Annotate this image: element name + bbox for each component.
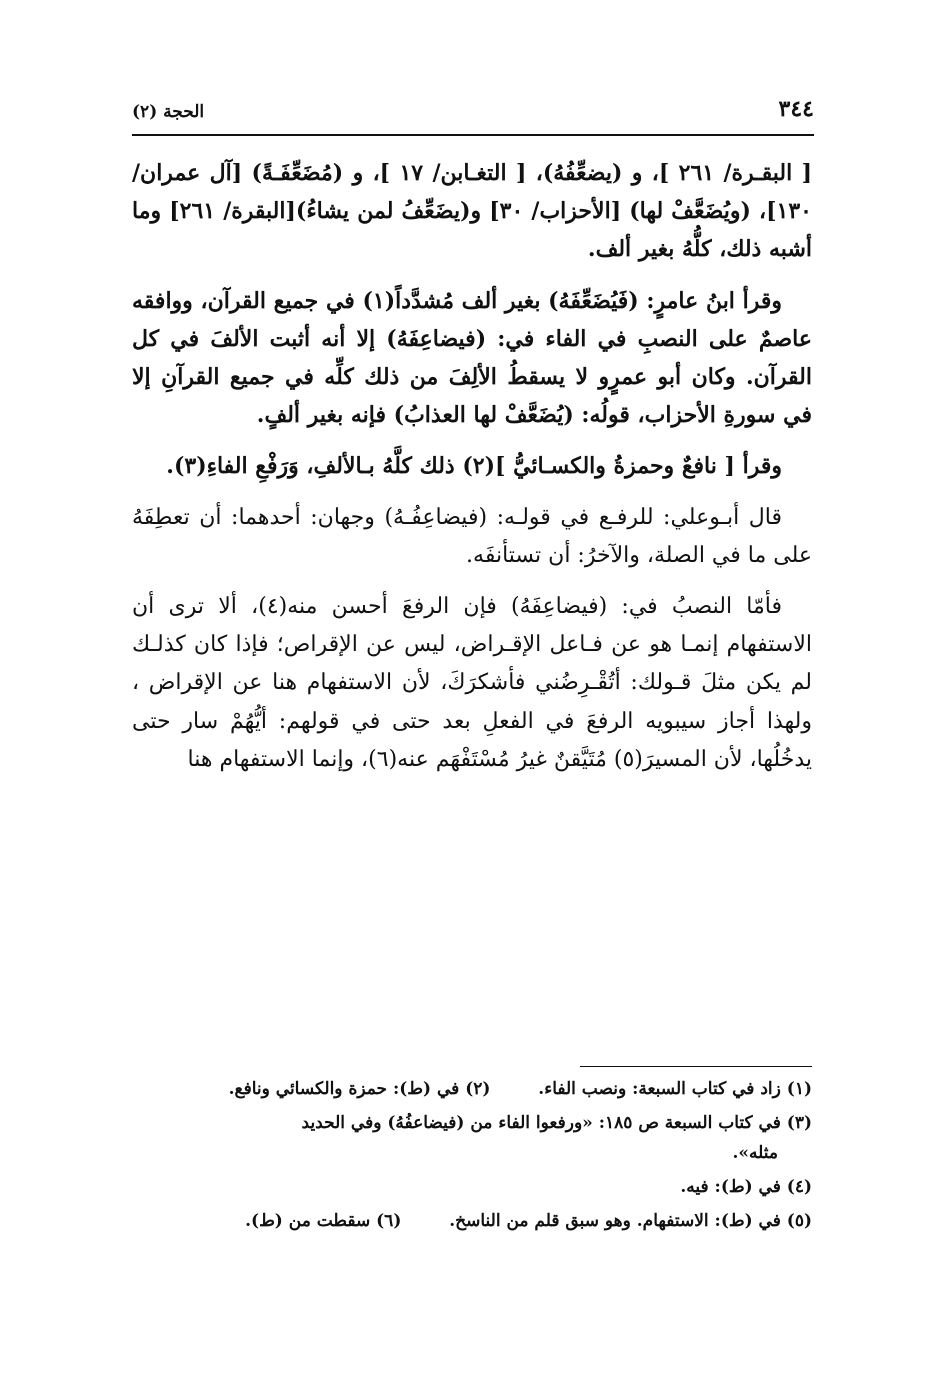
footnote-3-line-2: مثله». (732, 1143, 778, 1163)
header-rule (132, 134, 814, 136)
footnote-rule (580, 1066, 812, 1067)
footnote-2: (٢) في (ط): حمزة والكسائي ونافع. (228, 1079, 491, 1099)
footnote-3-line-1: (٣) في كتاب السبعة ص ١٨٥: «ورفعوا الفاء من (فيضاعفُهُ) وفي الحديد (301, 1113, 812, 1133)
footnote-6: (٦) سقطت من (ط). (245, 1211, 402, 1231)
paragraph-3: وقرأ [ نافعٌ وحمزةُ والكسـائيُّ ](٢) ذلك كلَّهُ بـالألفِ، وَرَفْعِ الفاءِ(٣). (166, 453, 782, 480)
paragraph-4: قال أبـوعلي: للرفـع في قولـه: (فيضاعِفُـهُ) وجهان: أحدهما: أن تعطِفَهُ على ما في الصلة، والآخرُ: أن تستأنفَه. (132, 504, 812, 568)
footnote-row-4 (132, 1172, 812, 1202)
paragraph-5: فأمّا النصبُ في: (فيضاعِفَهُ) فإن الرفعَ أحسن منه(٤)، ألا ترى أن الاستفهام إنمـا هو عن فـاعل الإقـراض، ليس عن الإقراص؛ فإذا كان كذلـك لم يكن مثلَ قـولك: أتُقْـرِضُني فأشكرَكَ، لأن الاستفهام هنا عن الإقراض ، ولهذا أجاز سيبويه الرفعَ في الفعلِ بعد حتى في قولهم: أيُّهُمْ سار حتى يدخُلُها، لأن المسيرَ(٥) مُتَيَّقنٌ غيرُ مُسْتَفْهَم عنه(٦)، وإنما الاستفهام هنا (132, 594, 812, 772)
page-number: ٣٤٤ (778, 96, 814, 122)
footnotes (132, 1074, 812, 1240)
main-text (132, 154, 812, 792)
page-header (132, 96, 814, 130)
footnote-row-3 (132, 1108, 812, 1168)
running-title: الحجة (٢) (132, 102, 205, 122)
footnote-row-1 (132, 1074, 812, 1104)
footnote-4: (٤) في (ط): فيه. (680, 1177, 812, 1197)
paragraph-2: وقرأ ابنُ عامرٍ: (فَيُضَعِّفَهُ) بغير ألف مُشدَّداً(١) في جميع القرآن، ووافقه عاصمٌ على النصبِ في الفاء في: (فيضاعِفَهُ) إلا أنه أثبت الألفَ في كل القرآن. وكان أبو عمرٍو لا يسقطُ الألِفَ من ذلك كلِّه في جميع القرآنِ إلا في سورةِ الأحزاب، قولُه: (يُضَعَّفْ لها العذابُ) فإنه بغير ألفٍ. (132, 287, 812, 429)
footnote-5: (٥) في (ط): الاستفهام. وهو سبق قلم من الناسخ. (449, 1211, 812, 1231)
footnote-1: (١) زاد في كتاب السبعة: ونصب الفاء. (538, 1079, 812, 1099)
footnote-row-5 (132, 1206, 812, 1236)
paragraph-1: [ البقـرة/ ٢٦١ ]، و (يضعِّفُهُ)، [ التغـابن/ ١٧ ]، و (مُضَعِّفَـةً) [آل عمران/ ١٣٠]، (ويُضَعَّفْ لها) [الأحزاب/ ٣٠] و(يضَعِّفُ لمن يشاءُ)[البقرة/ ٢٦١] وما أشبه ذلك، كلُّهُ بغير ألف. (132, 160, 812, 263)
